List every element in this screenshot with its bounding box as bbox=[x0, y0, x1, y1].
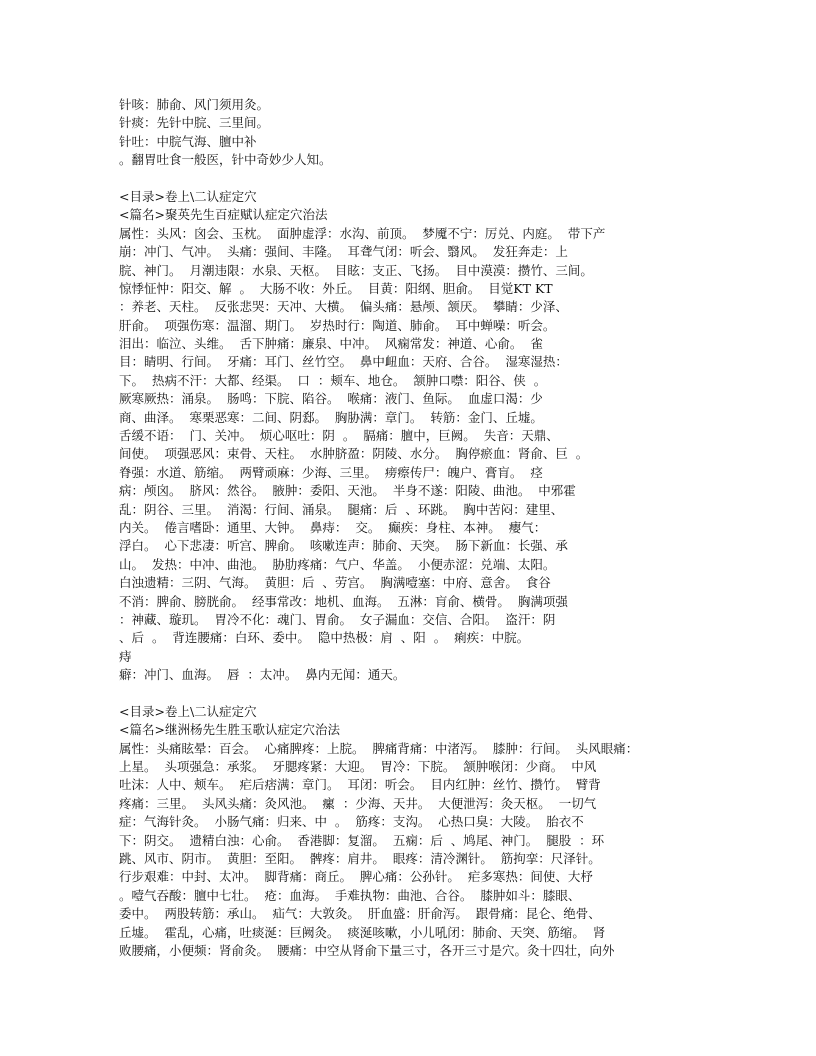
text-line: 症：气海针灸。 小肠气痛：归来、中 。 筋疼：支沟。 心热口臭：大陵。 胎衣不 bbox=[119, 814, 584, 830]
section-1-catalog: <目录>卷上\二认症定穴 bbox=[119, 188, 257, 204]
text-line: 、后 。 背连腰痛：白环、委中。 隐中热极：肩 、阳 。 痢疾：中脘。 bbox=[119, 630, 530, 646]
text-line: 白浊遗精：三阴、气海。 黄胆：后 、劳宫。 胸满噎塞：中府、意舍。 食谷 bbox=[119, 575, 551, 591]
text-line: 吐沫：人中、颊车。 疟后痞满：章门。 耳闭：听会。 目内红肿：丝竹、攒竹。 臂背 bbox=[119, 777, 601, 793]
text-line: 浮白。 心下悲凄：听宫、脾俞。 咳嗽连声：肺俞、天突。 肠下新血：长强、承 bbox=[119, 538, 568, 554]
section-2-catalog: <目录>卷上\二认症定穴 bbox=[119, 703, 257, 719]
text-line: 舌缓不语： 门、关冲。 烦心呕吐：阴 。 膈痛：膻中，巨阙。 失音：天鼎、 bbox=[119, 428, 559, 444]
text-line: 针咳：肺俞、风门须用灸。 bbox=[119, 97, 270, 112]
text-line: 内关。 倦言嗜卧：通里、大钟。 鼻痔： 交。 癫疾：身柱、本神。 瘿气： bbox=[119, 519, 547, 535]
text-line: ：养老、天柱。 反张悲哭：天冲、大横。 偏头痛：悬颅、颔厌。 攀睛：少泽、 bbox=[119, 299, 568, 315]
intro-text bbox=[119, 96, 719, 170]
text-line: 。翻胃吐食一般医，针中奇妙少人知。 bbox=[119, 152, 332, 168]
text-line: 属性：头风：囟会、玉枕。 面肿虚浮：水沟、前顶。 梦魇不宁：厉兑、内庭。 带下产 bbox=[119, 225, 606, 241]
text-line: 癖：冲门、血海。 唇 ：太冲。 鼻内无闻：通天。 bbox=[119, 667, 406, 683]
section-1-title: <篇名>聚英先生百症赋认症定穴治法 bbox=[119, 207, 328, 223]
section-2-title: <篇名>继洲杨先生胜玉歌认症定穴治法 bbox=[119, 722, 340, 738]
text-line: 不消：脾俞、膀胱俞。 经事常改：地机、血海。 五淋：肓俞、横骨。 胸满项强 bbox=[119, 593, 568, 609]
section-1-body bbox=[119, 225, 719, 685]
text-line: 肝俞。 项强伤寒：温溜、期门。 岁热时行：陶道、肺俞。 耳中蝉噪：听会。 bbox=[119, 317, 556, 333]
text-line: 病：颅囟。 脐风：然谷。 腋肿：委阳、天池。 半身不遂：阳陵、曲池。 中邪霍 bbox=[119, 483, 576, 499]
text-line: 针痰：先针中脘、三里间。 bbox=[119, 115, 270, 131]
text-line: 乱：阴谷、三里。 消渴：行间、涌泉。 腿痛：后 、环跳。 胸中苦闷：建里、 bbox=[119, 501, 564, 517]
text-line: 委中。 两股转筋：承山。 疝气：大敦灸。 肝血盛：肝俞泻。 跟骨痛：昆仑、绝骨、 bbox=[119, 906, 601, 922]
text-line: 脘、神门。 月潮违限：水泉、天枢。 目眩：支正、飞扬。 目中漠漠：攒竹、三间。 bbox=[119, 262, 593, 278]
text-line: 间使。 项强恶风：束骨、天柱。 水肿脐盈：阴陵、水分。 胸停瘀血：肾俞、巨 。 bbox=[119, 446, 589, 462]
text-line: ：神藏、璇玑。 胃冷不化：魂门、胃俞。 女子漏血：交信、合阳。 盗汗：阴 bbox=[119, 611, 556, 627]
text-line: 山。 发热：中冲、曲池。 胁肋疼痛：气户、华盖。 小便赤涩：兑端、太阳。 bbox=[119, 556, 556, 572]
text-line: 属性：头痛眩晕：百会。 心痛脾疼：上脘。 脾痛背痛：中渚泻。 膝肿：行间。 头风眼痛： bbox=[119, 740, 639, 756]
text-line: 商、曲泽。 寒栗恶寒：二间、阴郄。 胸胁满：章门。 转筋：金门、丘墟。 bbox=[119, 409, 543, 425]
text-line: 下。 热病不汗：大都、经渠。 口 ：颊车、地仓。 颔肿口噤：阳谷、侠 。 bbox=[119, 372, 547, 388]
text-line: 痔 bbox=[119, 648, 132, 664]
text-line: 针吐：中脘气海、膻中补 bbox=[119, 133, 257, 149]
text-line: 泪出：临泣、头维。 舌下肿痛：廉泉、中冲。 风痫常发：神道、心俞。 雀 bbox=[119, 336, 543, 352]
paragraph-gap bbox=[119, 170, 719, 188]
text-line: 崩：冲门、气冲。 头痛：强间、丰隆。 耳聋气闭：听会、翳风。 发狂奔走：上 bbox=[119, 244, 568, 260]
text-line: 惊悸怔忡：阳交、解 。 大肠不收：外丘。 目黄：阳纲、胆俞。 目觉KT KT bbox=[119, 280, 553, 296]
section-2-body bbox=[119, 740, 719, 961]
text-line: 跳、风市、阴市。 黄胆：至阳。 髀疼：肩井。 眼疼：清冷渊针。 筋拘挛：尺泽针。 bbox=[119, 851, 601, 867]
text-line: 丘墟。 霍乱，心痛，吐痰涎：巨阙灸。 痰涎咳嗽，小儿吼闭：肺俞、天突、筋缩。 肾 bbox=[119, 924, 606, 940]
text-line: 上星。 头项强急：承浆。 牙腮疼紧：大迎。 胃冷：下脘。 颔肿喉闭：少商。 中风 bbox=[119, 759, 597, 775]
text-line: 下：阴交。 遗精白浊：心俞。 香港脚：复溜。 五痫：后 、鸠尾、神门。 腿股 ：环 bbox=[119, 832, 605, 848]
document-page bbox=[119, 96, 719, 960]
text-line: 厥寒厥热：涌泉。 肠鸣：下脘、陷谷。 喉痛：液门、鱼际。 血虚口渴：少 bbox=[119, 391, 543, 407]
paragraph-gap bbox=[119, 685, 719, 703]
text-line: 脊强：水道、筋缩。 两臂顽麻：少海、三里。 痨瘵传尸：魄户、膏肓。 痉 bbox=[119, 464, 543, 480]
text-line: 疼痛：三里。 头风头痛：灸风池。 瘰 ：少海、天井。 大便泄泻：灸天枢。 一切气 bbox=[119, 795, 597, 811]
text-line: 目：睛明、行间。 牙痛：耳门、丝竹空。 鼻中衄血：天府、合谷。 湿寒湿热： bbox=[119, 354, 568, 370]
text-line: 。噎气吞酸：膻中七壮。 疮：血海。 手难执物：曲池、合谷。 膝肿如斗：膝眼、 bbox=[119, 887, 581, 903]
text-line: 行步艰难：中封、太冲。 脚背痛：商丘。 脾心痛：公孙针。 疟多寒热：间使、大杼 bbox=[119, 869, 593, 885]
text-line: 败腰痛，小便频：肾俞灸。 腰痛：中空从肾俞下量三寸，各开三寸是穴。灸十四壮，向外 bbox=[119, 942, 615, 958]
